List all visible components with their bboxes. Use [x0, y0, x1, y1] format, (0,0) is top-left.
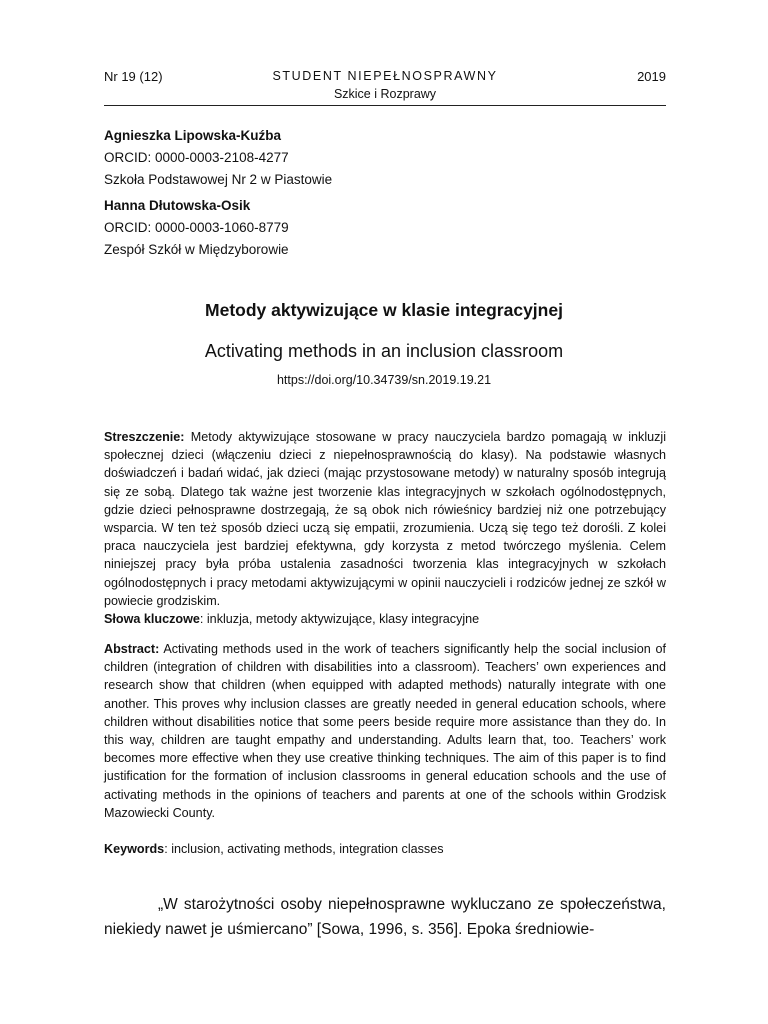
abstract-english-text: Activating methods used in the work of teachers significantly help the social inclusion of children (integration of children with disabilities into a classroom). Teachers’ own experiences and research show that children (when equipped with adapted methods) naturally integrate with one another. This proves why inclusion classes are greatly needed in general education schools, where children without disabilities notice that some peers beside require more assistance than they do. In this way, children are taught empathy and understanding. Adults learn that, too. Teachers’ work becomes more effective when they use creative thinking techniques. The aim of this paper is to find justification for the formation of inclusion classrooms in general education schools and the use of activating methods in the opinions of teachers and parents at one of the schools within Grodzisk Mazowiecki County.	[104, 642, 666, 820]
author-orcid: ORCID: 0000-0003-2108-4277	[104, 150, 289, 165]
keywords-english-text: : inclusion, activating methods, integration classes	[164, 842, 444, 856]
keywords-polish	[104, 610, 666, 628]
author-affiliation: Szkoła Podstawowej Nr 2 w Piastowie	[104, 172, 333, 187]
abstract-english-label: Abstract:	[104, 642, 160, 656]
body-paragraph: „W starożytności osoby niepełnosprawne wykluczano ze społeczeństwa, niekiedy nawet je uśmiercano” [Sowa, 1996, s. 356]. Epoka średniowie-	[104, 896, 666, 938]
keywords-polish-label: Słowa kluczowe	[104, 612, 200, 626]
article-title-polish: Metody aktywizujące w klasie integracyjnej	[205, 300, 563, 320]
author-block	[104, 125, 666, 191]
abstract-polish-label: Streszczenie:	[104, 430, 185, 444]
abstract-polish-text: Metody aktywizujące stosowane w pracy nauczyciela bardzo pomagają w inkluzji społecznej dzieci (włączeniu dzieci z niepełnosprawnością do klasy). Na podstawie własnych doświadczeń i badań widać, jak dzieci (mając przystosowane metody) w naturalny sposób integrują się ze sobą. Dlatego tak ważne jest tworzenie klas integracyjnych w szkołach ogólnodostępnych, gdzie dzieci pełnosprawne dostrzegają, że są obok nich rówieśnicy bardziej niż one potrzebujący wsparcia. W ten też sposób dzieci uczą się empatii, zrozumienia. Uczą się tego też dorośli. Z kolei praca nauczyciela jest bardziej efektywna, gdy korzysta z metod twórczego myślenia. Celem niniejszej pracy była próba ustalenia zasadności tworzenia klas integracyjnych w szkołach ogólnodostępnych i pracy metodami aktywizującymi w opinii nauczycieli i rodziców jednej ze szkół w powiecie grodziskim.	[104, 430, 667, 608]
keywords-english	[104, 840, 666, 858]
article-title-english: Activating methods in an inclusion classroom	[204, 341, 564, 361]
author-block	[104, 195, 666, 261]
abstract-english	[104, 640, 666, 822]
doi-link[interactable]: https://doi.org/10.34739/sn.2019.19.21	[276, 373, 492, 387]
author-name: Agnieszka Lipowska-Kuźba	[104, 128, 282, 143]
journal-title: STUDENT NIEPEŁNOSPRAWNY	[272, 69, 498, 83]
author-orcid: ORCID: 0000-0003-1060-8779	[104, 220, 289, 235]
author-affiliation: Zespół Szkół w Międzyborowie	[104, 242, 289, 257]
running-header	[104, 68, 666, 106]
issue-number: Nr 19 (12)	[104, 69, 163, 84]
author-list	[104, 125, 666, 261]
keywords-polish-text: : inkluzja, metody aktywizujące, klasy integracyjne	[199, 612, 480, 626]
publication-year: 2019	[637, 69, 666, 84]
author-name: Hanna Dłutowska-Osik	[104, 198, 251, 213]
abstract-polish	[104, 428, 666, 610]
keywords-english-label: Keywords	[104, 842, 165, 856]
journal-section: Szkice i Rozprawy	[333, 87, 437, 101]
